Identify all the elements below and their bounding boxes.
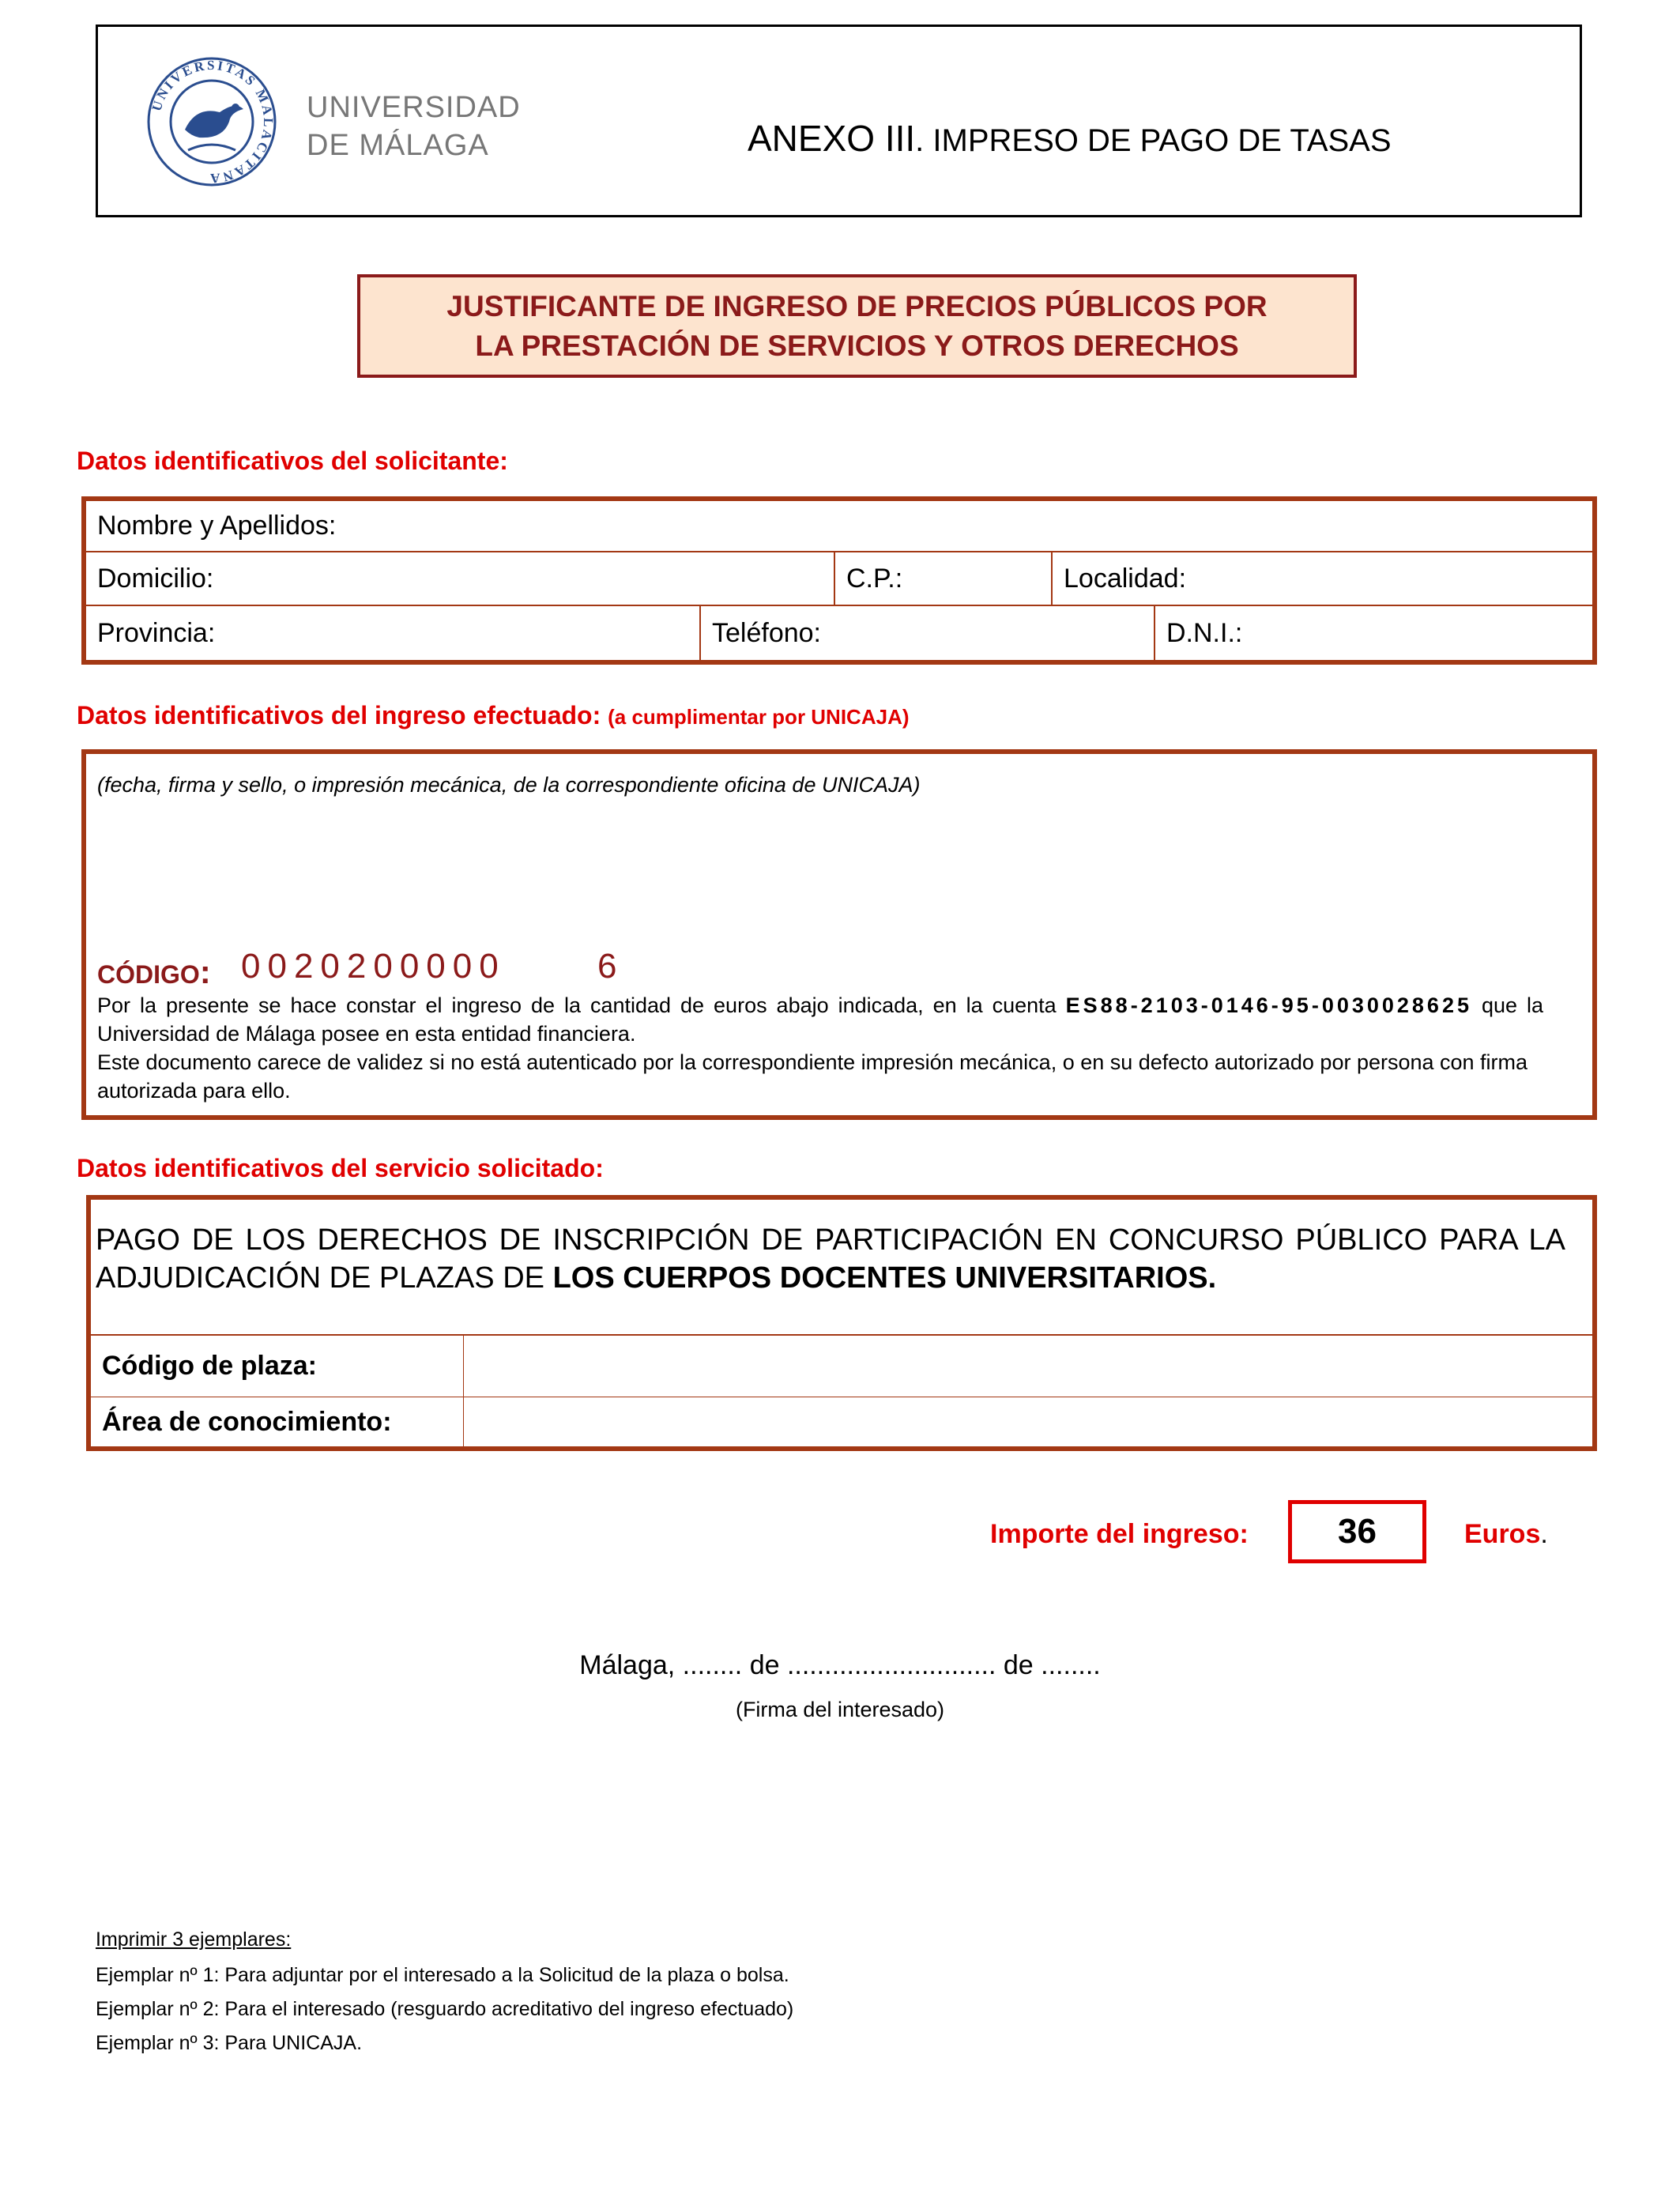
phone-field[interactable]: Teléfono: (712, 617, 821, 648)
deposit-statement: Por la presente se hace constar el ingreso de la cantidad de euros abajo indicada, en la cuenta ES88-2103-0146-95-0030028625 que la Universidad de Málaga posee en esta entidad financiera. (97, 993, 1543, 1046)
service-description: PAGO DE LOS DERECHOS DE INSCRIPCIÓN DE PARTICIPACIÓN EN CONCURSO PÚBLICO PARA LA ADJUDICACIÓN DE PLAZAS DE LOS CUERPOS DOCENTES UNIVERSITARIOS. (96, 1223, 1565, 1295)
amount-label: Importe del ingreso: (990, 1519, 1249, 1549)
signature-label: (Firma del interesado) (735, 1698, 945, 1721)
annex-title: ANEXO III. IMPRESO DE PAGO DE TASAS (748, 118, 1392, 159)
bank-statement (97, 991, 1543, 1105)
plaza-code-label: Código de plaza: (102, 1351, 317, 1381)
code-value: 0020200000 (241, 947, 506, 986)
city-field[interactable]: Localidad: (1064, 563, 1187, 594)
copy-note-2: Ejemplar nº 2: Para el interesado (resguardo acreditativo del ingreso efectuado) (96, 1998, 794, 2020)
knowledge-area-label: Área de conocimiento: (102, 1406, 392, 1437)
knowledge-area-field[interactable] (465, 1397, 1592, 1446)
dni-field[interactable]: D.N.I.: (1166, 617, 1243, 648)
currency-label: Euros. (1464, 1519, 1548, 1549)
code-check-digit: 6 (597, 947, 617, 986)
postal-code-field[interactable]: C.P.: (846, 563, 903, 594)
svg-text:UNIVERSITAS MALACITANA: UNIVERSITAS MALACITANA (149, 57, 277, 187)
copy-note-3: Ejemplar nº 3: Para UNICAJA. (96, 2032, 363, 2054)
place-date-line: Málaga, ........ de ............................ de ........ (579, 1650, 1101, 1680)
divider (463, 1336, 464, 1446)
receipt-title-banner: JUSTIFICANTE DE INGRESO DE PRECIOS PÚBLICOS POR LA PRESTACIÓN DE SERVICIOS Y OTROS DERECHOS (357, 274, 1357, 378)
code-label: CÓDIGO: (97, 953, 211, 990)
validity-notice: Este documento carece de validez si no está autenticado por la correspondiente impresión mecánica, o en su defecto autorizado por persona con firma autorizada para ello. (97, 1050, 1528, 1103)
service-section-label: Datos identificativos del servicio solicitado: (77, 1154, 604, 1182)
account-number: ES88-2103-0146-95-0030028625 (1065, 993, 1472, 1017)
plaza-code-field[interactable] (465, 1336, 1592, 1397)
applicant-section-label: Datos identificativos del solicitante: (77, 447, 508, 475)
amount-value: 36 (1288, 1500, 1426, 1563)
province-field[interactable]: Provincia: (97, 617, 216, 648)
copies-title: Imprimir 3 ejemplares: (96, 1928, 292, 1951)
payment-section-label: Datos identificativos del ingreso efectuado: (a cumplimentar por UNICAJA) (77, 701, 910, 729)
university-seal-logo (147, 57, 277, 187)
address-field[interactable]: Domicilio: (97, 563, 214, 594)
university-name: UNIVERSIDAD DE MÁLAGA (307, 91, 521, 162)
copy-note-1: Ejemplar nº 1: Para adjuntar por el interesado a la Solicitud de la plaza o bolsa. (96, 1964, 789, 1986)
name-field[interactable]: Nombre y Apellidos: (97, 511, 337, 541)
bank-stamp-note: (fecha, firma y sello, o impresión mecánica, de la correspondiente oficina de UNICAJA) (97, 773, 921, 797)
